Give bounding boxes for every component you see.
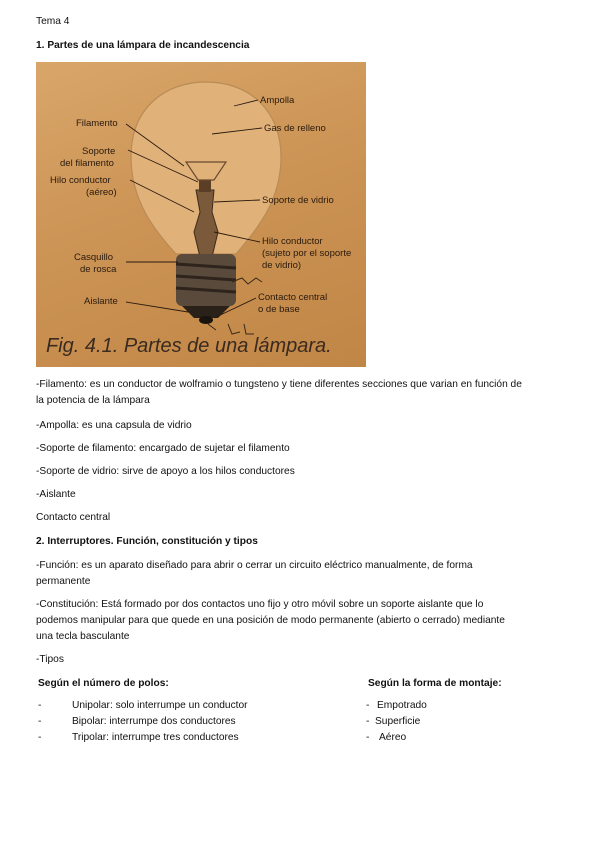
label-casquillo-1: Casquillo: [74, 252, 114, 263]
item-ampolla: -Ampolla: es una capsula de vidrio: [36, 420, 192, 431]
filament-support: [199, 180, 211, 192]
label-hilo-1: Hilo conductor: [50, 175, 111, 186]
lamp-figure: [36, 62, 366, 367]
montaje-item-aereo: Aéreo: [379, 732, 407, 743]
polos-item-bipolar: Bipolar: interrumpe dos conductores: [72, 716, 236, 727]
lamp-diagram: [36, 62, 366, 367]
item-soporte-vidrio: -Soporte de vidrio: sirve de apoyo a los hilos conductores: [36, 466, 295, 477]
item-aislante: -Aislante: [36, 489, 76, 500]
polos-dash: -: [38, 732, 42, 743]
label-aislante: Aislante: [84, 296, 118, 307]
label-hilo-sujeto-1: Hilo conductor: [262, 236, 323, 247]
polos-heading: Según el número de polos:: [38, 678, 169, 689]
label-soporte-filamento-1: Soporte: [82, 146, 116, 157]
label-soporte-filamento-2: del filamento: [60, 158, 114, 169]
constitucion-line-2: podemos manipular para que quede en una posición de modo permanente (abierto o cerrado) mediante: [36, 615, 505, 626]
polos-item-unipolar: Unipolar: solo interrumpe un conductor: [72, 700, 248, 711]
funcion-line-2: permanente: [36, 576, 91, 587]
montaje-heading: Según la forma de montaje:: [368, 678, 502, 689]
section-2-title: 2. Interruptores. Función, constitución y tipos: [36, 536, 258, 547]
tipos-label: -Tipos: [36, 654, 64, 665]
polos-dash: -: [38, 700, 42, 711]
label-soporte-vidrio: Soporte de vidrio: [262, 195, 334, 206]
polos-item-tripolar: Tripolar: interrumpe tres conductores: [72, 732, 239, 743]
montaje-item-superficie: Superficie: [375, 716, 421, 727]
label-hilo-2: (aéreo): [86, 187, 117, 198]
item-filamento-2: la potencia de la lámpara: [36, 395, 150, 406]
handwritten-mark: [232, 278, 262, 284]
constitucion-line-1: -Constitución: Está formado por dos contactos uno fijo y otro móvil sobre un soporte aislante que lo: [36, 599, 484, 610]
item-filamento-1: -Filamento: es un conductor de wolframio o tungsteno y tiene diferentes secciones que varian en función de: [36, 379, 522, 390]
constitucion-line-3: una tecla basculante: [36, 631, 130, 642]
label-filamento: Filamento: [76, 118, 118, 129]
handwritten-mark-2: [208, 324, 254, 334]
item-soporte-filamento: -Soporte de filamento: encargado de sujetar el filamento: [36, 443, 290, 454]
section-1-title: 1. Partes de una lámpara de incandescencia: [36, 40, 250, 51]
screw-base: [176, 254, 236, 324]
montaje-dash: -: [366, 732, 370, 743]
funcion-line-1: -Función: es un aparato diseñado para abrir o cerrar un circuito eléctrico manualmente, de forma: [36, 560, 473, 571]
label-contacto-1: Contacto central: [258, 292, 328, 303]
montaje-item-empotrado: Empotrado: [377, 700, 427, 711]
polos-dash: -: [38, 716, 42, 727]
topic-label: Tema 4: [36, 16, 70, 27]
label-hilo-sujeto-2: (sujeto por el soporte: [262, 248, 352, 259]
figure-caption: Fig. 4.1. Partes de una lámpara.: [46, 335, 332, 357]
label-casquillo-2: de rosca: [80, 264, 117, 275]
label-hilo-sujeto-3: de vidrio): [262, 260, 302, 271]
label-contacto-2: o de base: [258, 304, 300, 315]
montaje-dash: -: [366, 716, 370, 727]
montaje-dash: -: [366, 700, 370, 711]
label-gas: Gas de relleno: [264, 123, 326, 134]
item-contacto-central: Contacto central: [36, 512, 111, 523]
label-ampolla: Ampolla: [260, 95, 295, 106]
